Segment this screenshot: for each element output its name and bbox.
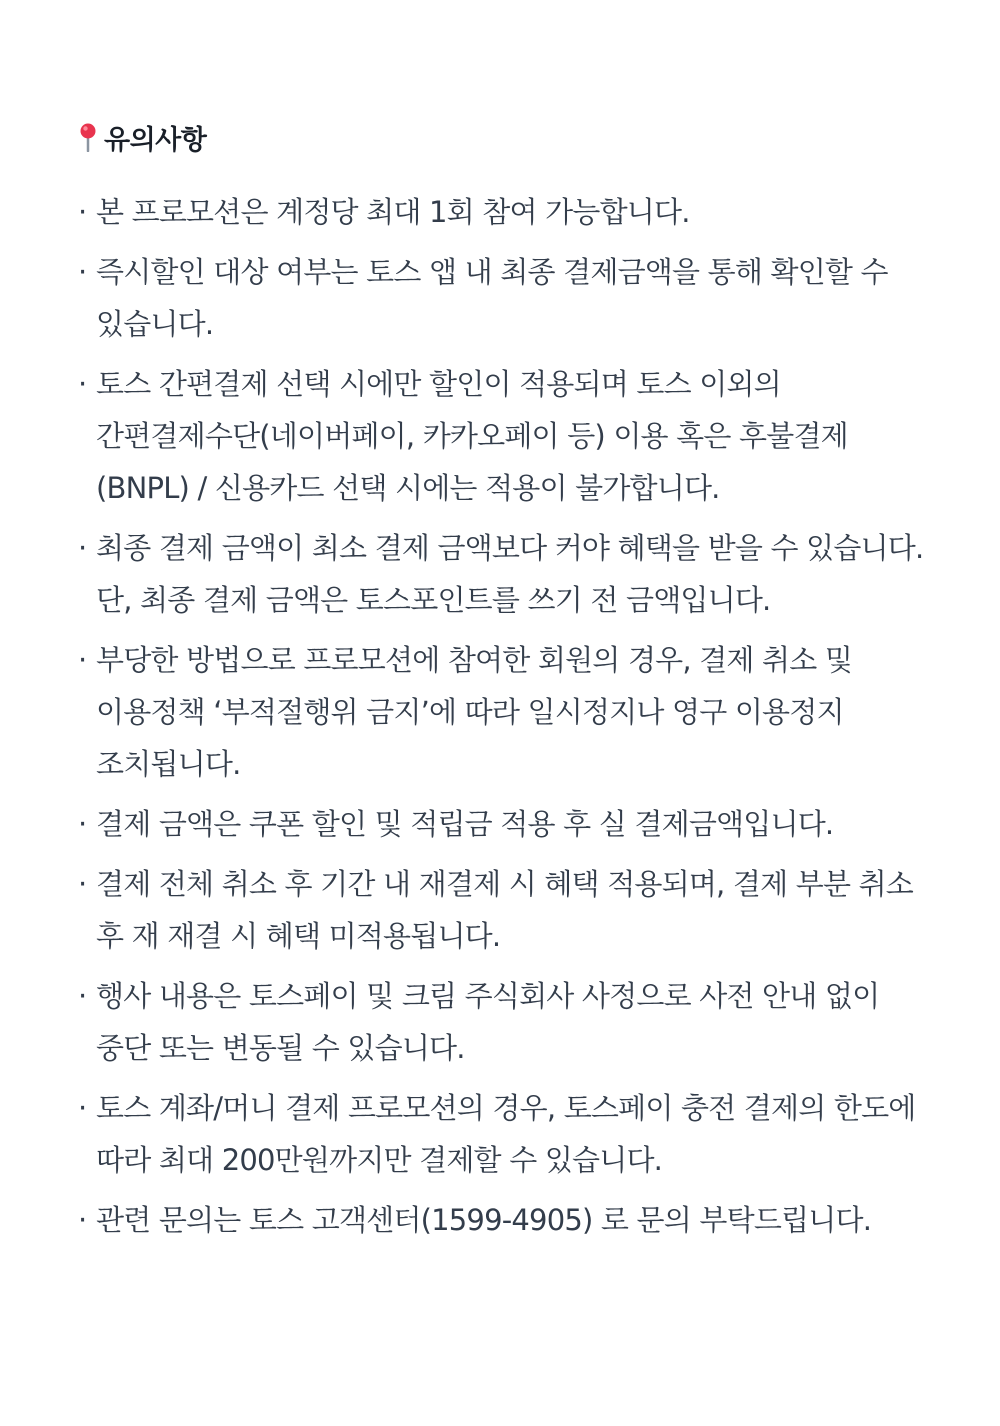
notice-item bbox=[78, 522, 928, 626]
notice-item bbox=[78, 1082, 928, 1186]
notice-item bbox=[78, 246, 928, 350]
notice-item bbox=[78, 1194, 928, 1246]
bullet-icon: · bbox=[78, 643, 87, 677]
bullet-icon: · bbox=[78, 807, 87, 841]
notice-section bbox=[78, 118, 928, 1254]
bullet-icon: · bbox=[78, 867, 87, 901]
bullet-icon: · bbox=[78, 1203, 87, 1237]
bullet-icon: · bbox=[78, 367, 87, 401]
notice-heading bbox=[78, 118, 928, 156]
notice-item bbox=[78, 798, 928, 850]
bullet-icon: · bbox=[78, 255, 87, 289]
notice-title: 유의사항 bbox=[104, 124, 207, 156]
notice-list bbox=[78, 186, 928, 1246]
notice-item bbox=[78, 634, 928, 790]
notice-item-text: 최종 결제 금액이 최소 결제 금액보다 커야 혜택을 받을 수 있습니다. 단, 최종 결제 금액은 토스포인트를 쓰기 전 금액입니다. bbox=[96, 531, 924, 617]
notice-item-text: 관련 문의는 토스 고객센터(1599-4905) 로 문의 부탁드립니다. bbox=[96, 1203, 872, 1237]
notice-item bbox=[78, 970, 928, 1074]
notice-item-text: 본 프로모션은 계정당 최대 1회 참여 가능합니다. bbox=[96, 195, 690, 229]
notice-item-text: 부당한 방법으로 프로모션에 참여한 회원의 경우, 결제 취소 및 이용정책 ‘부적절행위 금지’에 따라 일시정지나 영구 이용정지 조치됩니다. bbox=[96, 643, 853, 781]
bullet-icon: · bbox=[78, 531, 87, 565]
notice-item-text: 행사 내용은 토스페이 및 크림 주식회사 사정으로 사전 안내 없이 중단 또는 변동될 수 있습니다. bbox=[96, 979, 880, 1065]
notice-item bbox=[78, 858, 928, 962]
notice-item-text: 토스 간편결제 선택 시에만 할인이 적용되며 토스 이외의 간편결제수단(네이버페이, 카카오페이 등) 이용 혹은 후불결제 (BNPL) / 신용카드 선택 시에는 적용이 불가합니다. bbox=[96, 367, 848, 505]
notice-item-text: 즉시할인 대상 여부는 토스 앱 내 최종 결제금액을 통해 확인할 수 있습니다. bbox=[96, 255, 888, 341]
notice-item bbox=[78, 358, 928, 514]
bullet-icon: · bbox=[78, 1091, 87, 1125]
pin-icon bbox=[78, 122, 98, 152]
notice-item-text: 결제 전체 취소 후 기간 내 재결제 시 혜택 적용되며, 결제 부분 취소 후 재 재결 시 혜택 미적용됩니다. bbox=[96, 867, 914, 953]
notice-item-text: 결제 금액은 쿠폰 할인 및 적립금 적용 후 실 결제금액입니다. bbox=[96, 807, 834, 841]
notice-item bbox=[78, 186, 928, 238]
bullet-icon: · bbox=[78, 979, 87, 1013]
bullet-icon: · bbox=[78, 195, 87, 229]
notice-item-text: 토스 계좌/머니 결제 프로모션의 경우, 토스페이 충전 결제의 한도에 따라 최대 200만원까지만 결제할 수 있습니다. bbox=[96, 1091, 916, 1177]
